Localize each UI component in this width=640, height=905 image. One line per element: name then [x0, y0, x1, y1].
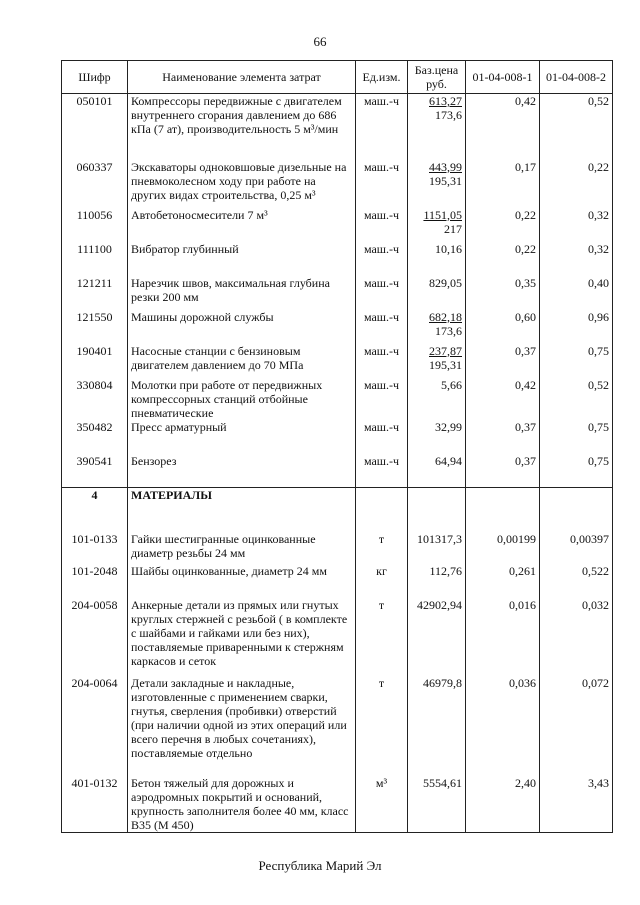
table-row — [62, 208, 613, 242]
row-value-col1: 0,42 — [466, 94, 540, 160]
row-price — [408, 344, 466, 378]
row-price-value: 10,16 — [435, 241, 462, 256]
row-code: 390541 — [62, 454, 128, 488]
row-code: 204-0058 — [62, 598, 128, 676]
row-price — [408, 420, 466, 454]
row-price — [408, 208, 466, 242]
row-value-col1: 0,37 — [466, 344, 540, 378]
row-price-value: 613,27 — [429, 94, 462, 108]
row-value-col2: 0,072 — [540, 676, 613, 776]
row-unit: маш.-ч — [356, 344, 408, 378]
row-price-value: 1151,05 — [423, 207, 462, 222]
row-name: Бетон тяжелый для дорожных и аэродромных покрытий и оснований, крупность заполнителя более 40 мм, класс В35 (М 450) — [128, 776, 356, 833]
row-unit: маш.-ч — [356, 378, 408, 420]
section-row — [62, 488, 613, 532]
row-price — [408, 676, 466, 776]
row-code: 110056 — [62, 208, 128, 242]
row-price — [408, 454, 466, 488]
row-value-col1: 0,17 — [466, 160, 540, 208]
table-header-row — [62, 61, 613, 94]
table-row — [62, 776, 613, 833]
row-unit: т — [356, 676, 408, 776]
table-row — [62, 454, 613, 488]
header-price: Баз.цена руб. — [408, 61, 466, 94]
row-value-col2: 0,032 — [540, 598, 613, 676]
row-price-value: 237,87 — [429, 343, 462, 358]
row-name: Компрессоры передвижные с двигателем внутреннего сгорания давлением до 686 кПа (7 ат), производительность 5 м³/мин — [128, 94, 356, 160]
row-value-col1: 0,42 — [466, 378, 540, 420]
row-price-index: 195,31 — [429, 173, 462, 188]
row-unit: м³ — [356, 776, 408, 833]
row-price-index: 217 — [444, 221, 462, 236]
row-price-value: 64,94 — [435, 453, 462, 468]
row-unit: маш.-ч — [356, 276, 408, 310]
section-empty-cell — [466, 488, 540, 532]
row-price — [408, 378, 466, 420]
table-row — [62, 532, 613, 564]
row-price — [408, 276, 466, 310]
header-code: Шифр — [62, 61, 128, 94]
row-name: Экскаваторы одноковшовые дизельные на пневмоколесном ходу при работе на других видах строительства, 0,25 м³ — [128, 160, 356, 208]
row-value-col2: 0,75 — [540, 344, 613, 378]
header-col1: 01-04-008-1 — [466, 61, 540, 94]
row-price-value: 112,76 — [429, 563, 462, 578]
row-code: 401-0132 — [62, 776, 128, 833]
row-value-col2: 0,32 — [540, 208, 613, 242]
cost-table — [61, 60, 613, 833]
row-value-col2: 0,52 — [540, 378, 613, 420]
row-unit: маш.-ч — [356, 310, 408, 344]
row-unit: т — [356, 532, 408, 564]
row-name: Молотки при работе от передвижных компрессорных станций отбойные пневматические — [128, 378, 356, 420]
table-row — [62, 242, 613, 276]
footer-region: Республика Марий Эл — [258, 858, 382, 873]
row-price-index: 195,31 — [429, 357, 462, 372]
row-code: 101-2048 — [62, 564, 128, 598]
row-name: Насосные станции с бензиновым двигателем давлением до 70 МПа — [128, 344, 356, 378]
row-code: 111100 — [62, 242, 128, 276]
row-value-col1: 0,37 — [466, 420, 540, 454]
table-row — [62, 160, 613, 208]
table-row — [62, 310, 613, 344]
table-row — [62, 564, 613, 598]
row-value-col2: 0,00397 — [540, 532, 613, 564]
row-price-value: 46979,8 — [423, 675, 462, 690]
row-unit: кг — [356, 564, 408, 598]
table-row — [62, 420, 613, 454]
row-price-value: 42902,94 — [417, 597, 462, 612]
row-name: Автобетоносмесители 7 м³ — [128, 208, 356, 242]
row-price — [408, 564, 466, 598]
section-number: 4 — [62, 488, 128, 532]
table-row — [62, 276, 613, 310]
row-price-value: 829,05 — [429, 275, 462, 290]
table-row — [62, 378, 613, 420]
table-row — [62, 344, 613, 378]
row-value-col2: 0,96 — [540, 310, 613, 344]
section-empty-cell — [408, 488, 466, 532]
row-price — [408, 94, 466, 160]
row-price-value: 101317,3 — [417, 531, 462, 546]
row-price — [408, 160, 466, 208]
row-code: 050101 — [62, 94, 128, 160]
row-value-col1: 0,37 — [466, 454, 540, 488]
machines-body — [62, 94, 613, 488]
row-code: 060337 — [62, 160, 128, 208]
row-value-col1: 0,22 — [466, 242, 540, 276]
row-price-value: 32,99 — [435, 419, 462, 434]
row-price-value: 443,99 — [429, 159, 462, 174]
section-empty-cell — [540, 488, 613, 532]
row-name: Нарезчик швов, максимальная глубина резки 200 мм — [128, 276, 356, 310]
row-code: 350482 — [62, 420, 128, 454]
row-price — [408, 310, 466, 344]
row-unit: маш.-ч — [356, 420, 408, 454]
row-code: 330804 — [62, 378, 128, 420]
row-name: Гайки шестигранные оцинкованные диаметр резьбы 24 мм — [128, 532, 356, 564]
row-name: Машины дорожной службы — [128, 310, 356, 344]
row-value-col2: 3,43 — [540, 776, 613, 833]
section-title: МАТЕРИАЛЫ — [128, 488, 356, 532]
row-price-index: 173,6 — [435, 323, 462, 338]
row-value-col2: 0,32 — [540, 242, 613, 276]
row-unit: маш.-ч — [356, 94, 408, 160]
row-price-value: 682,18 — [429, 309, 462, 324]
table-row — [62, 598, 613, 676]
row-price-value: 5554,61 — [423, 775, 462, 790]
page-number: 66 — [313, 34, 327, 49]
row-price — [408, 532, 466, 564]
row-value-col1: 0,22 — [466, 208, 540, 242]
row-unit: маш.-ч — [356, 454, 408, 488]
table-row — [62, 676, 613, 776]
row-price — [408, 598, 466, 676]
header-unit: Ед.изм. — [356, 61, 408, 94]
row-unit: маш.-ч — [356, 208, 408, 242]
row-value-col1: 0,016 — [466, 598, 540, 676]
row-value-col2: 0,75 — [540, 420, 613, 454]
row-value-col2: 0,75 — [540, 454, 613, 488]
row-name: Вибратор глубинный — [128, 242, 356, 276]
row-value-col2: 0,52 — [540, 94, 613, 160]
section-empty-cell — [356, 488, 408, 532]
row-name: Анкерные детали из прямых или гнутых круглых стержней с резьбой ( в комплекте с шайбами и гайками или без них), поставляемые приваренными к стержням каркасов и сеток — [128, 598, 356, 676]
header-col2: 01-04-008-2 — [540, 61, 613, 94]
row-code: 190401 — [62, 344, 128, 378]
row-value-col2: 0,522 — [540, 564, 613, 598]
row-code: 204-0064 — [62, 676, 128, 776]
row-name: Шайбы оцинкованные, диаметр 24 мм — [128, 564, 356, 598]
table-row — [62, 94, 613, 160]
row-code: 121550 — [62, 310, 128, 344]
row-unit: маш.-ч — [356, 242, 408, 276]
row-code: 121211 — [62, 276, 128, 310]
row-value-col1: 0,00199 — [466, 532, 540, 564]
row-value-col2: 0,40 — [540, 276, 613, 310]
row-value-col1: 0,036 — [466, 676, 540, 776]
row-name: Бензорез — [128, 454, 356, 488]
section-body — [62, 488, 613, 532]
row-unit: т — [356, 598, 408, 676]
row-value-col1: 0,35 — [466, 276, 540, 310]
row-value-col1: 2,40 — [466, 776, 540, 833]
row-name: Пресс арматурный — [128, 420, 356, 454]
row-price-index: 173,6 — [435, 108, 462, 122]
row-price — [408, 242, 466, 276]
row-value-col1: 0,60 — [466, 310, 540, 344]
row-value-col1: 0,261 — [466, 564, 540, 598]
row-name: Детали закладные и накладные, изготовленные с применением сварки, гнутья, сверления (пробивки) отверстий (при наличии одной из этих операций или всего перечня в любых сочетаниях), поставляемые отдельно — [128, 676, 356, 776]
row-price-value: 5,66 — [441, 377, 462, 392]
header-name: Наименование элемента затрат — [128, 61, 356, 94]
row-code: 101-0133 — [62, 532, 128, 564]
materials-body — [62, 532, 613, 833]
row-unit: маш.-ч — [356, 160, 408, 208]
row-price — [408, 776, 466, 833]
row-value-col2: 0,22 — [540, 160, 613, 208]
